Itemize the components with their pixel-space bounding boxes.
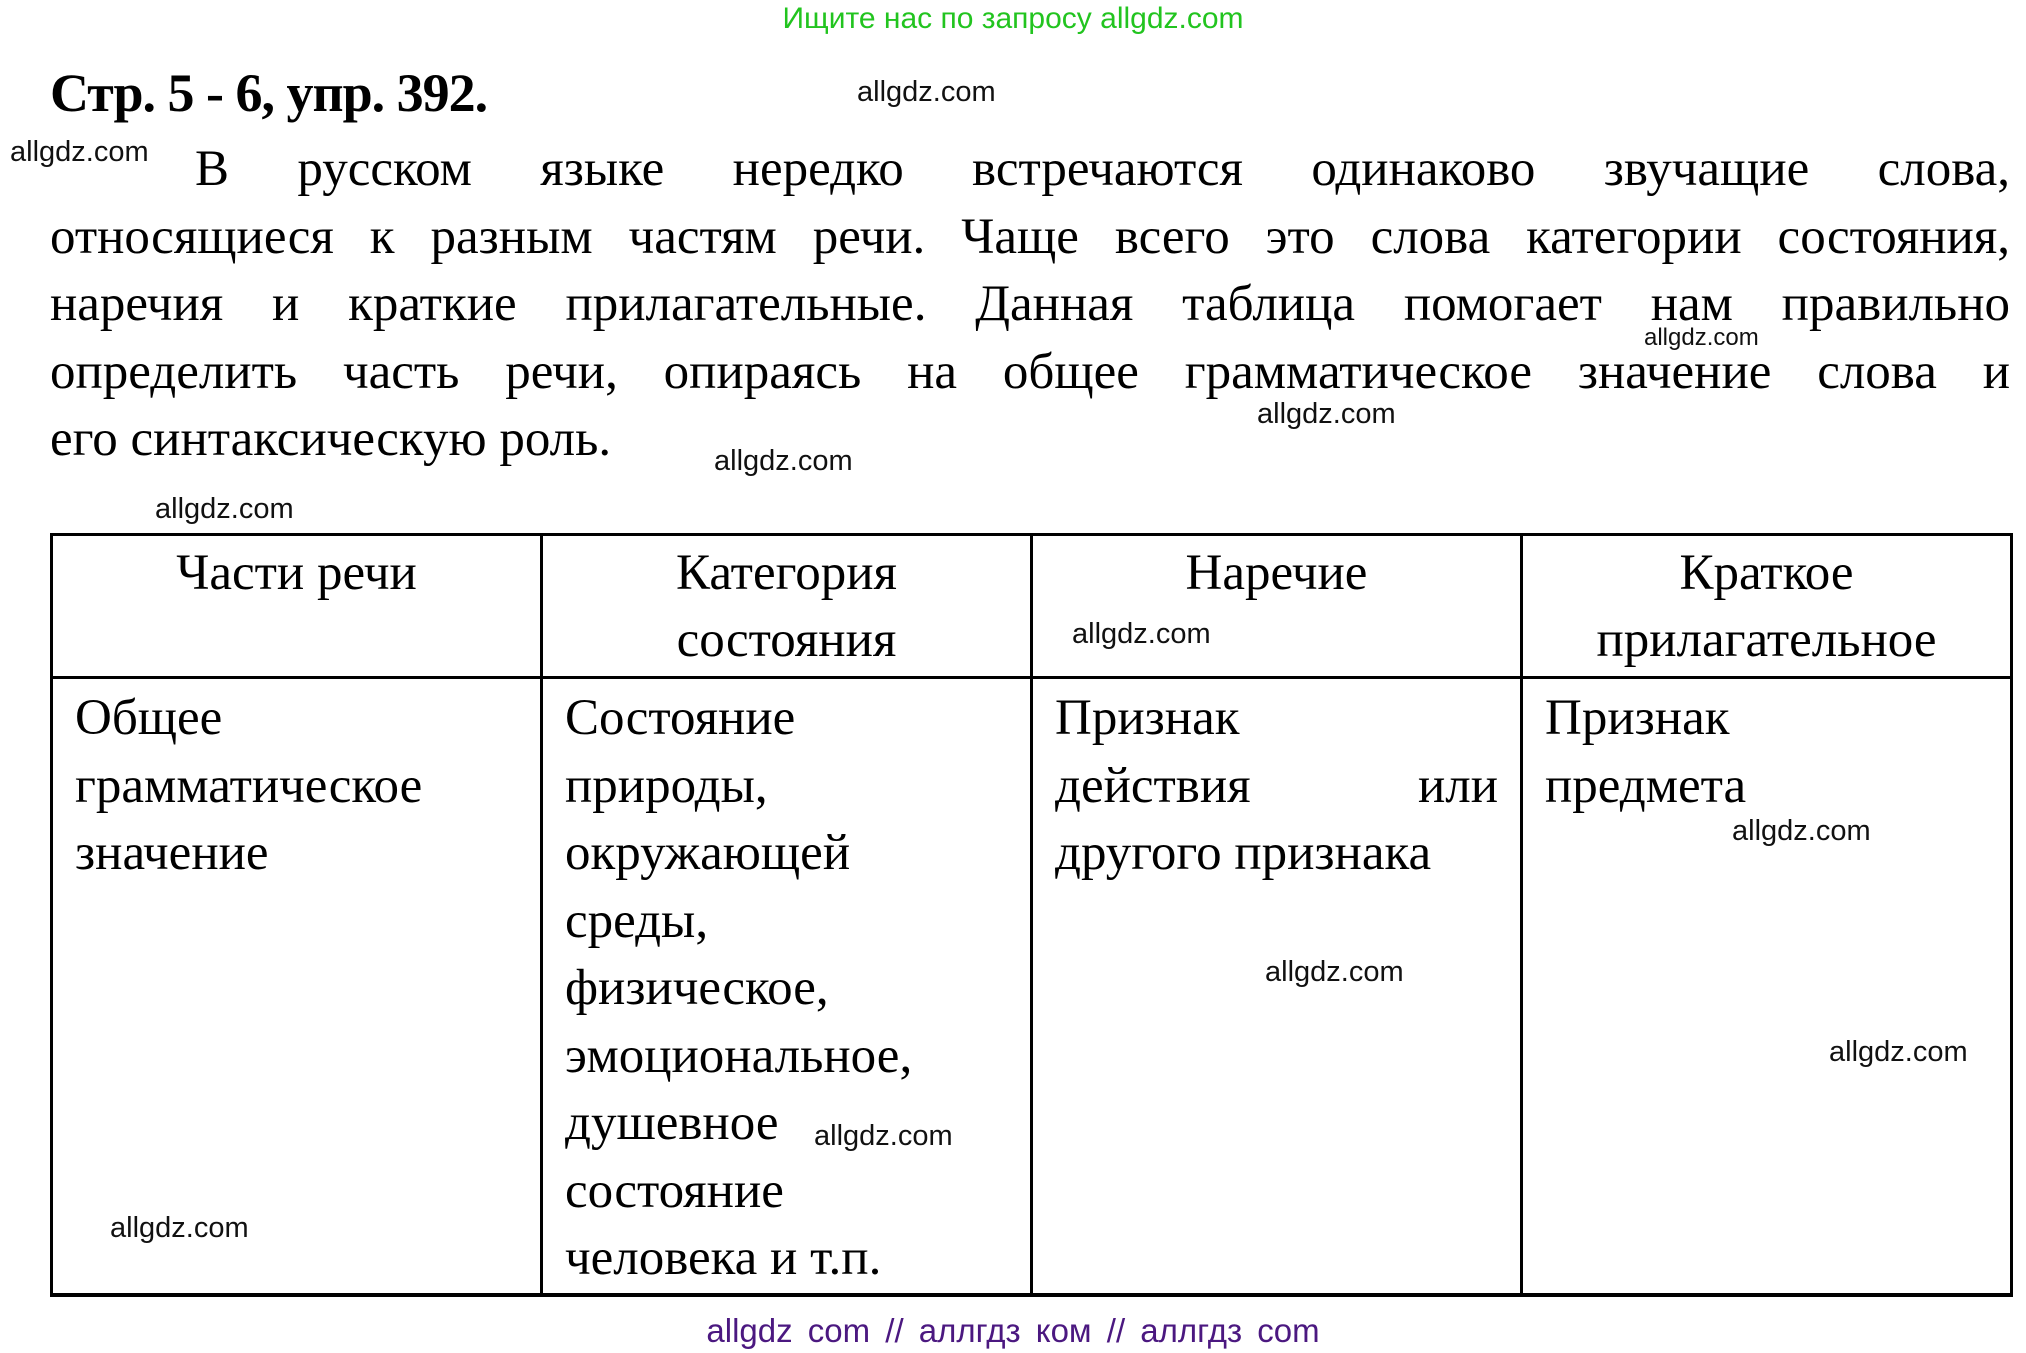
watermark: allgdz.com <box>110 1212 249 1244</box>
footer-watermark: allgdz com // аллгдз ком // аллгдз com <box>706 1312 1320 1349</box>
watermark: allgdz.com <box>1265 956 1404 988</box>
short-adjective-cell: Признак предмета <box>1522 678 2012 1295</box>
row-label-cell: Общее грамматическое значение <box>52 678 542 1295</box>
table-header-row <box>52 535 2012 678</box>
table-row <box>52 678 2012 1295</box>
watermark: allgdz.com <box>10 136 149 168</box>
adverb-cell: Признак действия или другого признака <box>1032 678 1522 1295</box>
paragraph-line: относящиеся к разным частям речи. Чаще всего это слова категории состояния, <box>50 208 2010 265</box>
header-cell-short-adjective: Краткое прилагательное <box>1522 535 2012 678</box>
header-cell-state-category: Категория состояния <box>542 535 1032 678</box>
paragraph-line: наречия и краткие прилагательные. Данная таблица помогает нам правильно <box>50 276 2010 332</box>
watermark: allgdz.com <box>714 445 853 477</box>
watermark: allgdz.com <box>1644 324 1759 351</box>
paragraph-line: В русском языке нередко встречаются одинаково звучащие слова, <box>195 141 2010 197</box>
watermark: allgdz.com <box>1829 1036 1968 1068</box>
watermark: allgdz.com <box>814 1120 953 1152</box>
watermark: allgdz.com <box>155 493 294 525</box>
parts-of-speech-table <box>50 533 2013 1297</box>
watermark: allgdz.com <box>1072 618 1211 650</box>
intro-paragraph <box>50 136 2010 474</box>
watermark: allgdz.com <box>1732 815 1871 847</box>
exercise-title: Стр. 5 - 6, упр. 392. <box>50 63 488 123</box>
state-category-cell: Состояние природы, окружающей среды, физическое, эмоциональное, душевное состояние человека и т.п. <box>542 678 1032 1295</box>
header-cell-parts-of-speech: Части речи <box>52 535 542 678</box>
watermark: allgdz.com <box>857 76 996 108</box>
header-cell-adverb: Наречие <box>1032 535 1522 678</box>
search-banner: Ищите нас по запросу allgdz.com <box>782 2 1244 35</box>
paragraph-line: его синтаксическую роль. <box>50 411 612 467</box>
paragraph-line: определить часть речи, опираясь на общее грамматическое значение слова и <box>50 343 2010 400</box>
watermark: allgdz.com <box>1257 398 1396 430</box>
